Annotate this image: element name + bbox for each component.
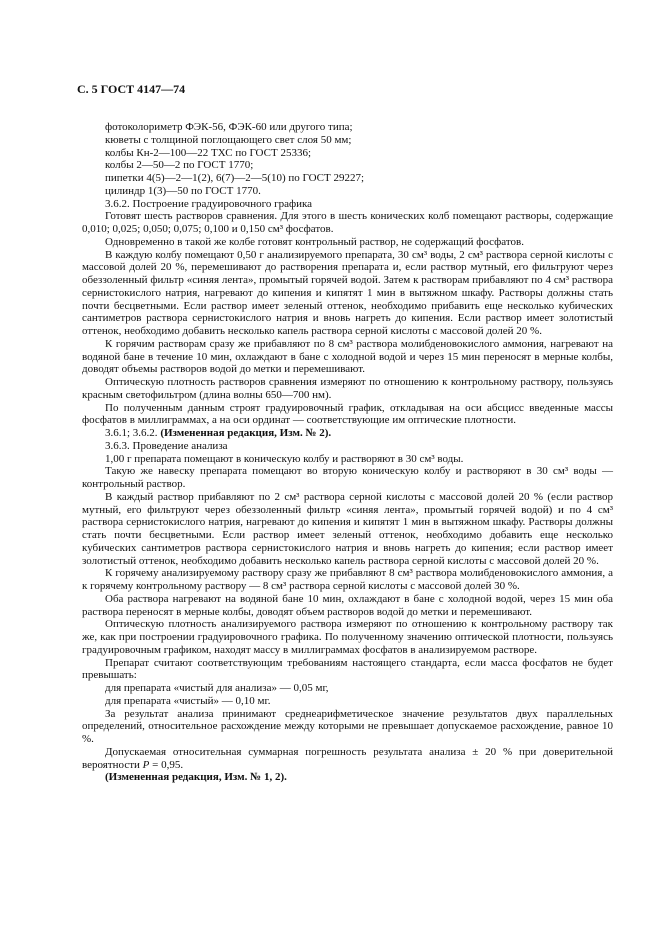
paragraph: Оба раствора нагревают на водяной бане 10 мин, охлаждают в бане с холодной водой, через 15 мин оба раствора переносят в мерные колбы, доводят объем растворов водой до метки и перемешивают. bbox=[82, 592, 613, 618]
paragraph: К горячим растворам сразу же прибавляют по 8 см³ раствора молибденовокислого аммония, нагревают на водяной бане в течение 10 мин, охлаждают в бане с холодной водой и через 15 мин переносят в мерные колбы, доводят объемы растворов водой до метки и перемешивают. bbox=[82, 337, 613, 376]
paragraph: В каждую колбу помещают 0,50 г анализируемого препарата, 30 см³ воды, 2 см³ раствора серной кислоты с массовой долей 20 %, перемешивают до растворения препарата и, если раствор мутный, его фильтруют через обеззоленный фильтр «синяя лента», промытый горячей водой. Затем к растворам прибавляют по 4 см³ раствора сернистокислого натрия, нагревают до кипения и кипятят 1 мин в вытяжном шкафу. Растворы должны стать почти бесцветными. Если раствор имеет зеленый оттенок, необходимо прибавить еще несколько кубических сантиметров раствора сернистокислого натрия и вновь нагреть до кипения. Если раствор имеет золотистый оттенок, необходимо добавить несколько капель раствора серной кислоты с массовой долей 20 %. bbox=[82, 248, 613, 337]
paragraph: Оптическую плотность растворов сравнения измеряют по отношению к контрольному раствору, пользуясь красным светофильтром (длина волны 650—700 нм). bbox=[82, 376, 613, 401]
probability-value: = 0,95. bbox=[149, 758, 184, 771]
paragraph: Такую же навеску препарата помещают во вторую коническую колбу и растворяют в 30 см³ воды — контрольный раствор. bbox=[82, 465, 613, 490]
list-item: колбы Кн-2—100—22 ТХС по ГОСТ 25336; bbox=[105, 146, 311, 159]
document-body bbox=[82, 121, 613, 784]
probability-variable: P bbox=[142, 758, 150, 771]
amendment-bold: (Измененная редакция, Изм. № 2). bbox=[160, 427, 332, 439]
list-item: для препарата «чистый для анализа» — 0,05 мг, bbox=[105, 682, 329, 694]
section-heading: 3.6.2. Построение градуировочного графика bbox=[105, 197, 313, 210]
paragraph: В каждый раствор прибавляют по 2 см³ раствора серной кислоты с массовой долей 20 % (если раствор мутный, его фильтруют через обеззоленный фильтр «синяя лента», промытый горячей водой) и по 4 см³ раствора сернистокислого натрия, нагревают до кипения и кипятят 1 мин в вытяжном шкафу. Растворы должны стать почти бесцветными. Если раствор имеет зеленый оттенок, необходимо добавить еще несколько кубических сантиметров раствора сернистокислого натрия и вновь нагреть до кипения; если раствор имеет золотистый оттенок, необходимо добавить несколько капель раствора серной кислоты с массовой долей 20 %. bbox=[82, 490, 613, 567]
amendment-note bbox=[82, 771, 613, 784]
paragraph bbox=[82, 746, 613, 772]
error-text: Допускаемая относительная суммарная погрешность результата анализа ± 20 % при доверительной вероятности bbox=[82, 745, 613, 771]
list-item: пипетки 4(5)—2—1(2), 6(7)—2—5(10) по ГОСТ 29227; bbox=[105, 172, 365, 184]
paragraph: Препарат считают соответствующим требованиям настоящего стандарта, если масса фосфатов не будет превышать: bbox=[82, 656, 613, 682]
section-heading: 3.6.3. Проведение анализа bbox=[105, 439, 228, 452]
list-item: фотоколориметр ФЭК-56, ФЭК-60 или другого типа; bbox=[105, 121, 353, 133]
paragraph: Оптическую плотность анализируемого раствора измеряют по отношению к контрольному раствору так же, как при построении градуировочного графика. По полученному значению оптической плотности, пользуясь градуировочным графиком, находят массу в миллиграммах фосфатов в анализируемом растворе. bbox=[82, 618, 613, 656]
amendment-note bbox=[82, 427, 613, 440]
amendment-bold: (Измененная редакция, Изм. № 1, 2). bbox=[105, 771, 287, 784]
paragraph: Одновременно в такой же колбе готовят контрольный раствор, не содержащий фосфатов. bbox=[105, 235, 525, 248]
paragraph: За результат анализа принимают среднеарифметическое значение результатов двух параллельных определений, относительное расхождение между которыми не превышает допускаемое расхождение, равное 10 %. bbox=[82, 707, 613, 745]
paragraph: По полученным данным строят градуировочный график, откладывая на оси абсцисс введенные массы фосфатов в миллиграммах, а на оси ординат — соответствующие им оптические плотности. bbox=[82, 401, 613, 427]
paragraph: К горячему анализируемому раствору сразу же прибавляют 8 см³ раствора молибденовокислого аммония, а к горячему контрольному раствору — 8 см³ раствора серной кислоты с массовой долей 30 %. bbox=[82, 567, 613, 592]
list-item: цилиндр 1(3)—50 по ГОСТ 1770. bbox=[105, 184, 261, 197]
amendment-prefix: 3.6.1; 3.6.2. bbox=[105, 427, 161, 439]
paragraph: 1,00 г препарата помещают в коническую колбу и растворяют в 30 см³ воды. bbox=[105, 452, 464, 465]
paragraph: Готовят шесть растворов сравнения. Для этого в шесть конических колб помещают растворы, содержащие 0,010; 0,025; 0,050; 0,075; 0,100 и 0,150 см³ фосфатов. bbox=[82, 210, 613, 235]
page-header: С. 5 ГОСТ 4147—74 bbox=[77, 82, 186, 96]
list-item: для препарата «чистый» — 0,10 мг. bbox=[105, 694, 271, 707]
list-item: колбы 2—50—2 по ГОСТ 1770; bbox=[105, 159, 254, 172]
list-item: кюветы с толщиной поглощающего свет слоя 50 мм; bbox=[105, 133, 352, 146]
